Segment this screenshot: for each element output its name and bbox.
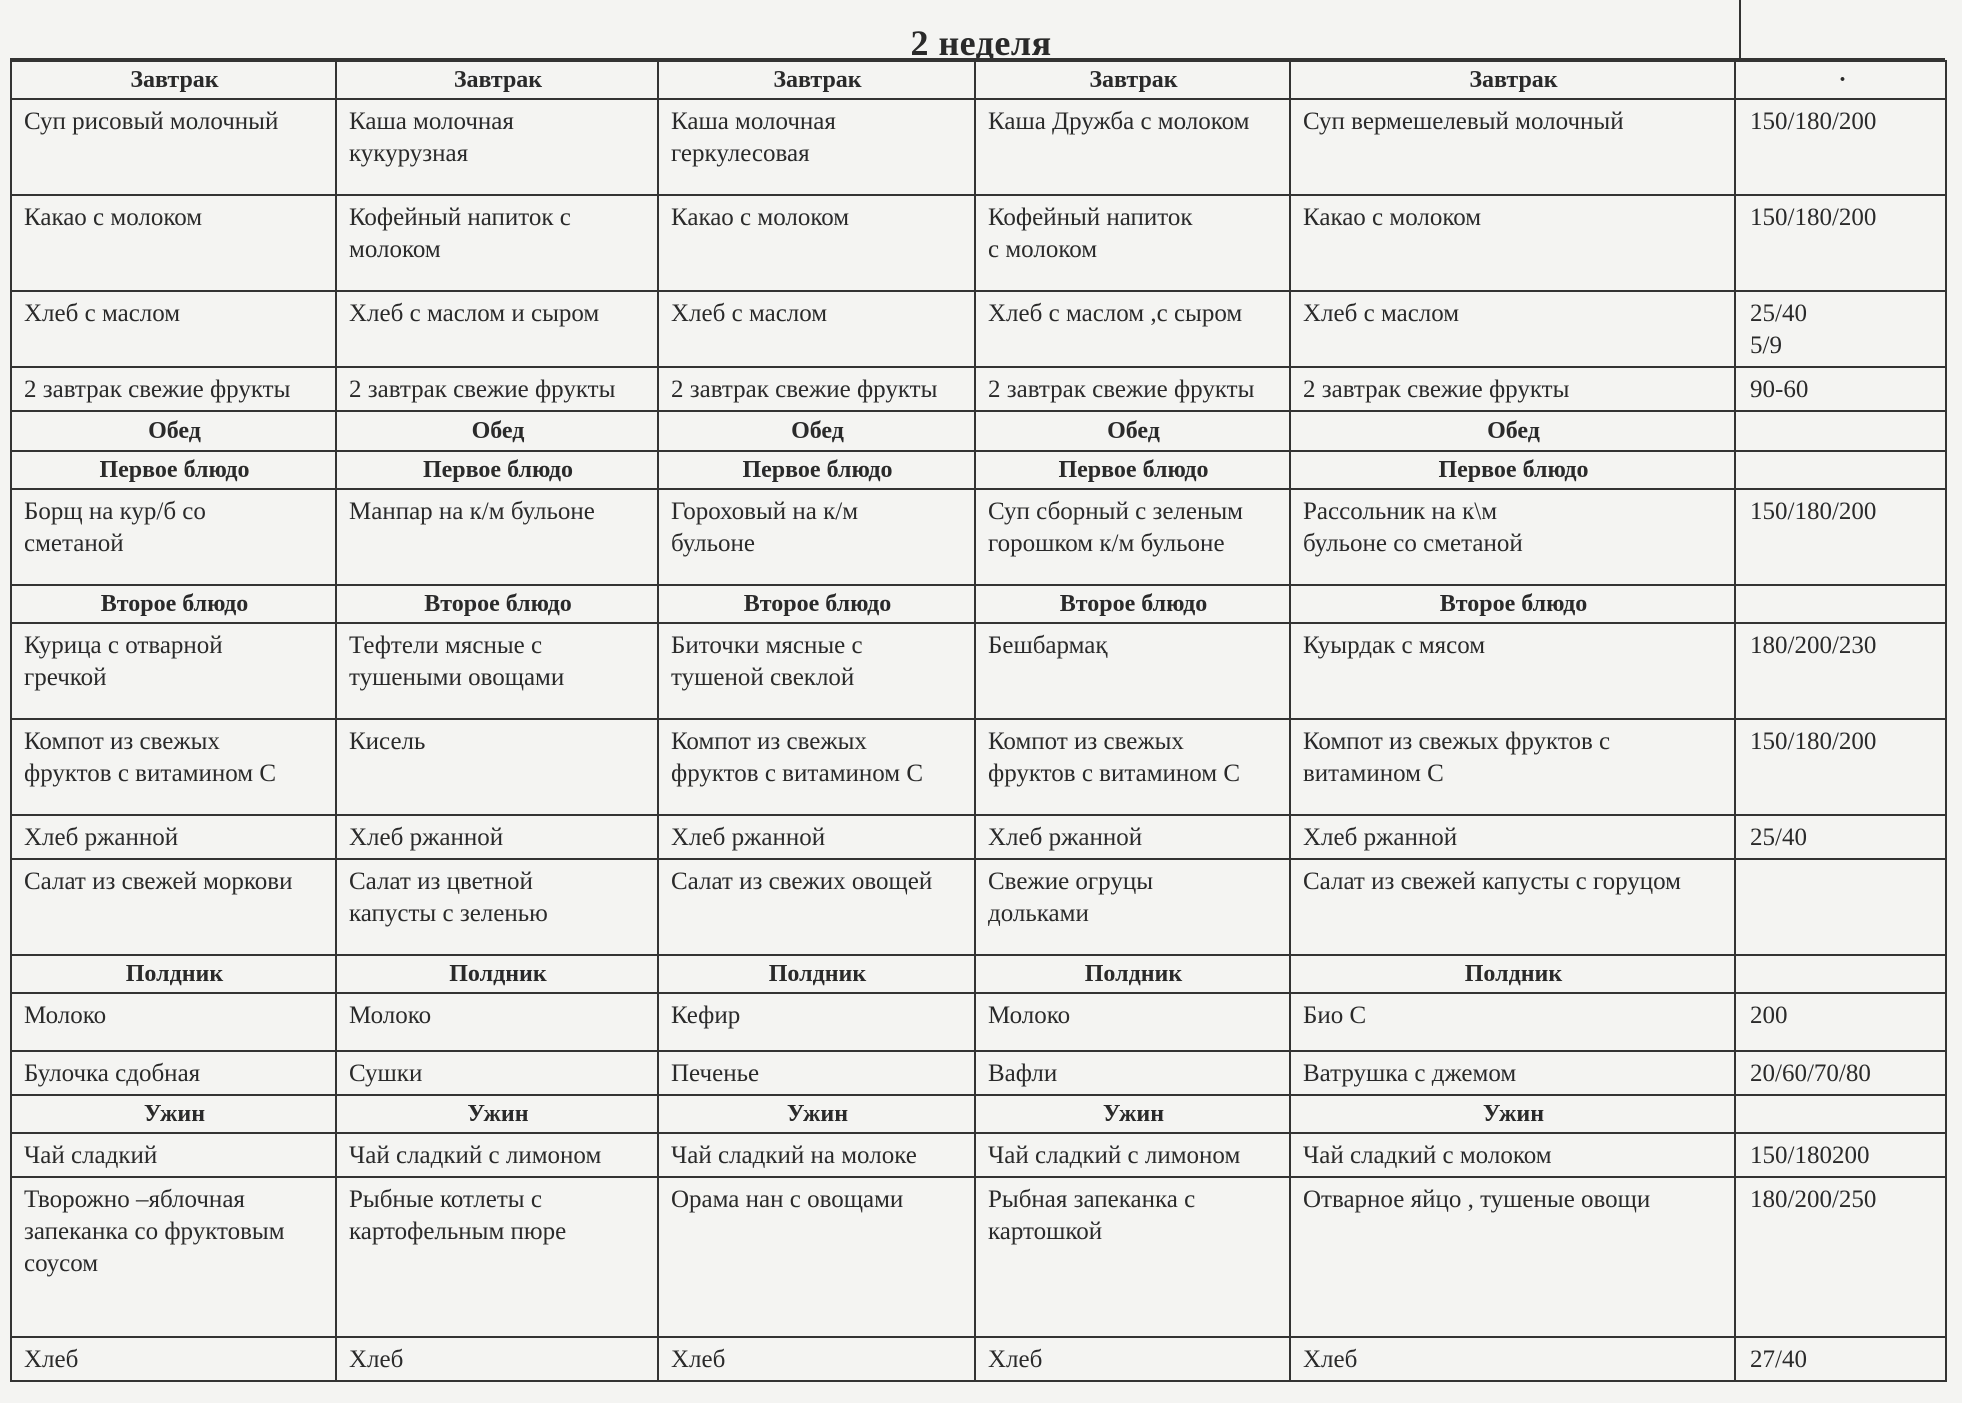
cell-portion	[1735, 859, 1946, 955]
cell-portion: 150/180/200	[1735, 99, 1946, 195]
cell-wednesday: Каша молочная геркулесовая	[658, 99, 975, 195]
cell-friday: Био С	[1290, 993, 1735, 1051]
menu-row	[11, 719, 1946, 815]
cell-thursday: Хлеб	[975, 1337, 1290, 1381]
cell-portion: 90-60	[1735, 367, 1946, 411]
cell-wednesday: Чай сладкий на молоке	[658, 1133, 975, 1177]
header-cell-tuesday: Ужин	[336, 1095, 658, 1133]
cell-thursday: Бешбармақ	[975, 623, 1290, 719]
cell-tuesday: 2 завтрак свежие фрукты	[336, 367, 658, 411]
cell-thursday: Компот из свежых фруктов с витамином С	[975, 719, 1290, 815]
cell-tuesday: Манпар на к/м бульоне	[336, 489, 658, 585]
cell-friday: Суп вермешелевый молочный	[1290, 99, 1735, 195]
cell-wednesday: 2 завтрак свежие фрукты	[658, 367, 975, 411]
cell-tuesday: Молоко	[336, 993, 658, 1051]
menu-row	[11, 859, 1946, 955]
cell-friday: Компот из свежых фруктов с витамином С	[1290, 719, 1735, 815]
cell-wednesday: Хлеб ржанной	[658, 815, 975, 859]
top-right-rule	[1739, 0, 1741, 60]
cell-friday: Ватрушка с джемом	[1290, 1051, 1735, 1095]
cell-wednesday: Салат из свежих овощей	[658, 859, 975, 955]
cell-tuesday: Рыбные котлеты с картофельным пюре	[336, 1177, 658, 1337]
cell-friday: Хлеб с маслом	[1290, 291, 1735, 367]
header-cell-portion	[1735, 585, 1946, 623]
cell-tuesday: Хлеб ржанной	[336, 815, 658, 859]
header-cell-portion	[1735, 955, 1946, 993]
cell-monday: 2 завтрак свежие фрукты	[11, 367, 336, 411]
cell-thursday: 2 завтрак свежие фрукты	[975, 367, 1290, 411]
cell-portion: 25/40 5/9	[1735, 291, 1946, 367]
header-cell-portion	[1735, 1095, 1946, 1133]
header-cell-monday: Полдник	[11, 955, 336, 993]
menu-row	[11, 291, 1946, 367]
header-cell-thursday: Завтрак	[975, 61, 1290, 99]
cell-monday: Булочка сдобная	[11, 1051, 336, 1095]
cell-tuesday: Хлеб	[336, 1337, 658, 1381]
cell-wednesday: Кефир	[658, 993, 975, 1051]
header-cell-portion: ·	[1735, 61, 1946, 99]
header-cell-thursday: Первое блюдо	[975, 451, 1290, 489]
header-cell-friday: Второе блюдо	[1290, 585, 1735, 623]
cell-friday: 2 завтрак свежие фрукты	[1290, 367, 1735, 411]
cell-tuesday: Кисель	[336, 719, 658, 815]
cell-thursday: Вафли	[975, 1051, 1290, 1095]
header-cell-wednesday: Ужин	[658, 1095, 975, 1133]
header-cell-friday: Ужин	[1290, 1095, 1735, 1133]
header-cell-monday: Обед	[11, 411, 336, 451]
cell-thursday: Суп сборный с зеленым горошком к/м бульоне	[975, 489, 1290, 585]
cell-friday: Отварное яйцо , тушеные овощи	[1290, 1177, 1735, 1337]
header-cell-wednesday: Обед	[658, 411, 975, 451]
cell-monday: Чай сладкий	[11, 1133, 336, 1177]
menu-row	[11, 1133, 1946, 1177]
section-header-row	[11, 411, 1946, 451]
menu-row	[11, 489, 1946, 585]
cell-friday: Рассольник на к\м бульоне со сметаной	[1290, 489, 1735, 585]
header-cell-friday: Обед	[1290, 411, 1735, 451]
cell-wednesday: Печенье	[658, 1051, 975, 1095]
cell-thursday: Молоко	[975, 993, 1290, 1051]
cell-portion: 150/180/200	[1735, 195, 1946, 291]
header-cell-wednesday: Завтрак	[658, 61, 975, 99]
header-cell-portion	[1735, 411, 1946, 451]
header-cell-tuesday: Обед	[336, 411, 658, 451]
cell-wednesday: Гороховый на к/м бульоне	[658, 489, 975, 585]
cell-monday: Хлеб ржанной	[11, 815, 336, 859]
cell-friday: Хлеб	[1290, 1337, 1735, 1381]
cell-wednesday: Какао с молоком	[658, 195, 975, 291]
cell-wednesday: Орама нан с овощами	[658, 1177, 975, 1337]
cell-monday: Какао с молоком	[11, 195, 336, 291]
section-header-row	[11, 451, 1946, 489]
cell-friday: Хлеб ржанной	[1290, 815, 1735, 859]
menu-row	[11, 1177, 1946, 1337]
header-cell-tuesday: Второе блюдо	[336, 585, 658, 623]
menu-row	[11, 1051, 1946, 1095]
cell-wednesday: Хлеб	[658, 1337, 975, 1381]
header-cell-friday: Первое блюдо	[1290, 451, 1735, 489]
menu-row	[11, 993, 1946, 1051]
cell-wednesday: Биточки мясные с тушеной свеклой	[658, 623, 975, 719]
header-cell-thursday: Второе блюдо	[975, 585, 1290, 623]
header-cell-friday: Полдник	[1290, 955, 1735, 993]
cell-tuesday: Тефтели мясные с тушеными овощами	[336, 623, 658, 719]
cell-portion: 200	[1735, 993, 1946, 1051]
cell-tuesday: Хлеб с маслом и сыром	[336, 291, 658, 367]
cell-tuesday: Чай сладкий с лимоном	[336, 1133, 658, 1177]
menu-row	[11, 195, 1946, 291]
header-cell-tuesday: Полдник	[336, 955, 658, 993]
cell-thursday: Свежие огруцы дольками	[975, 859, 1290, 955]
cell-wednesday: Хлеб с маслом	[658, 291, 975, 367]
cell-tuesday: Сушки	[336, 1051, 658, 1095]
cell-portion: 180/200/250	[1735, 1177, 1946, 1337]
cell-monday: Хлеб	[11, 1337, 336, 1381]
header-cell-friday: Завтрак	[1290, 61, 1735, 99]
cell-monday: Салат из свежей моркови	[11, 859, 336, 955]
cell-thursday: Хлеб ржанной	[975, 815, 1290, 859]
header-cell-tuesday: Завтрак	[336, 61, 658, 99]
cell-tuesday: Салат из цветной капусты с зеленью	[336, 859, 658, 955]
menu-row	[11, 1337, 1946, 1381]
cell-portion: 25/40	[1735, 815, 1946, 859]
header-cell-monday: Первое блюдо	[11, 451, 336, 489]
cell-thursday: Чай сладкий с лимоном	[975, 1133, 1290, 1177]
cell-friday: Какао с молоком	[1290, 195, 1735, 291]
cell-monday: Курица с отварной гречкой	[11, 623, 336, 719]
cell-portion: 150/180200	[1735, 1133, 1946, 1177]
cell-thursday: Рыбная запеканка с картошкой	[975, 1177, 1290, 1337]
header-cell-portion	[1735, 451, 1946, 489]
cell-wednesday: Компот из свежых фруктов с витамином С	[658, 719, 975, 815]
menu-row	[11, 623, 1946, 719]
cell-monday: Молоко	[11, 993, 336, 1051]
cell-friday: Куырдак с мясом	[1290, 623, 1735, 719]
header-cell-wednesday: Первое блюдо	[658, 451, 975, 489]
menu-row	[11, 815, 1946, 859]
cell-thursday: Хлеб с маслом ,с сыром	[975, 291, 1290, 367]
section-header-row	[11, 61, 1946, 99]
weekly-menu-table	[10, 60, 1947, 1382]
cell-friday: Чай сладкий с молоком	[1290, 1133, 1735, 1177]
cell-friday: Салат из свежей капусты с горуцом	[1290, 859, 1735, 955]
cell-portion: 27/40	[1735, 1337, 1946, 1381]
section-header-row	[11, 1095, 1946, 1133]
cell-monday: Борщ на кур/б со сметаной	[11, 489, 336, 585]
cell-monday: Компот из свежых фруктов с витамином С	[11, 719, 336, 815]
cell-portion: 150/180/200	[1735, 489, 1946, 585]
cell-portion: 150/180/200	[1735, 719, 1946, 815]
header-cell-monday: Второе блюдо	[11, 585, 336, 623]
header-cell-thursday: Ужин	[975, 1095, 1290, 1133]
header-cell-monday: Ужин	[11, 1095, 336, 1133]
cell-monday: Суп рисовый молочный	[11, 99, 336, 195]
cell-tuesday: Каша молочная кукурузная	[336, 99, 658, 195]
cell-tuesday: Кофейный напиток с молоком	[336, 195, 658, 291]
page-title: 2 неделя	[910, 23, 1052, 63]
cell-thursday: Кофейный напиток с молоком	[975, 195, 1290, 291]
menu-row	[11, 99, 1946, 195]
cell-portion: 20/60/70/80	[1735, 1051, 1946, 1095]
header-cell-thursday: Полдник	[975, 955, 1290, 993]
header-cell-tuesday: Первое блюдо	[336, 451, 658, 489]
header-cell-wednesday: Полдник	[658, 955, 975, 993]
cell-monday: Хлеб с маслом	[11, 291, 336, 367]
cell-thursday: Каша Дружба с молоком	[975, 99, 1290, 195]
header-cell-wednesday: Второе блюдо	[658, 585, 975, 623]
cell-monday: Творожно –яблочная запеканка со фруктовым соусом	[11, 1177, 336, 1337]
cell-portion: 180/200/230	[1735, 623, 1946, 719]
section-header-row	[11, 585, 1946, 623]
header-cell-thursday: Обед	[975, 411, 1290, 451]
section-header-row	[11, 955, 1946, 993]
menu-row	[11, 367, 1946, 411]
menu-table-body	[11, 61, 1946, 1381]
header-cell-monday: Завтрак	[11, 61, 336, 99]
